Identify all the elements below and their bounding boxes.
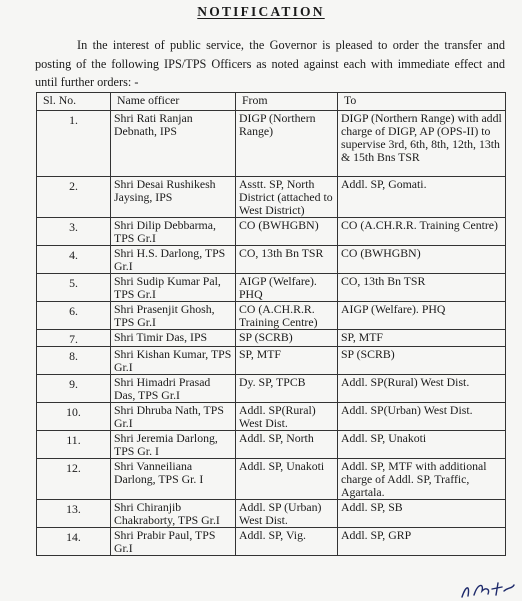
table-row <box>37 431 506 459</box>
header-sl-no: Sl. No. <box>37 93 111 111</box>
row-to: CO (A.CH.R.R. Training Centre) <box>338 218 506 246</box>
row-name: Shri Chiranjib Chakraborty, TPS Gr.I <box>111 500 236 528</box>
row-to: AIGP (Welfare). PHQ <box>338 302 506 330</box>
table-row <box>37 111 506 177</box>
intro-paragraph: In the interest of public service, the Governor is pleased to order the transfer and posting of the following IPS/TPS Officers as noted against each with immediate effect and until further orders: - <box>35 38 505 89</box>
row-sl: 3. <box>37 218 111 246</box>
row-to: Addl. SP, Unakoti <box>338 431 506 459</box>
document-title: NOTIFICATION <box>197 4 325 19</box>
row-sl: 10. <box>37 403 111 431</box>
row-name: Shri Dilip Debbarma, TPS Gr.I <box>111 218 236 246</box>
table-row <box>37 246 506 274</box>
table-row <box>37 274 506 302</box>
table-header-row <box>37 93 506 111</box>
row-to: SP, MTF <box>338 330 506 347</box>
row-sl: 5. <box>37 274 111 302</box>
row-to: Addl. SP, SB <box>338 500 506 528</box>
row-sl: 7. <box>37 330 111 347</box>
row-from: Addl. SP, Unakoti <box>236 459 338 500</box>
row-from: Dy. SP, TPCB <box>236 375 338 403</box>
row-to: CO (BWHGBN) <box>338 246 506 274</box>
row-sl: 13. <box>37 500 111 528</box>
table-row <box>37 330 506 347</box>
row-name: Shri Dhruba Nath, TPS Gr.I <box>111 403 236 431</box>
table-row <box>37 459 506 500</box>
row-name: Shri Prabir Paul, TPS Gr.I <box>111 528 236 556</box>
row-name: Shri Jeremia Darlong, TPS Gr. I <box>111 431 236 459</box>
table-row <box>37 403 506 431</box>
table-row <box>37 347 506 375</box>
row-name: Shri Sudip Kumar Pal, TPS Gr.I <box>111 274 236 302</box>
row-sl: 11. <box>37 431 111 459</box>
row-from: CO (A.CH.R.R. Training Centre) <box>236 302 338 330</box>
row-sl: 12. <box>37 459 111 500</box>
table-row <box>37 177 506 218</box>
row-from: Addl. SP, Vig. <box>236 528 338 556</box>
header-to: To <box>338 93 506 111</box>
row-name: Shri H.S. Darlong, TPS Gr.I <box>111 246 236 274</box>
row-to: Addl. SP, GRP <box>338 528 506 556</box>
row-to: SP (SCRB) <box>338 347 506 375</box>
row-from: Addl. SP(Rural) West Dist. <box>236 403 338 431</box>
handwritten-signature <box>458 577 518 599</box>
table-row <box>37 218 506 246</box>
row-from: DIGP (Northern Range) <box>236 111 338 177</box>
row-from: CO (BWHGBN) <box>236 218 338 246</box>
row-name: Shri Desai Rushikesh Jaysing, IPS <box>111 177 236 218</box>
row-to: DIGP (Northern Range) with addl charge of DIGP, AP (OPS-II) to supervise 3rd, 6th, 8th, 12th, 13th & 15th Bns TSR <box>338 111 506 177</box>
row-from: SP (SCRB) <box>236 330 338 347</box>
row-sl: 4. <box>37 246 111 274</box>
row-name: Shri Himadri Prasad Das, TPS Gr.I <box>111 375 236 403</box>
header-name: Name officer <box>111 93 236 111</box>
row-to: Addl. SP(Rural) West Dist. <box>338 375 506 403</box>
row-sl: 1. <box>37 111 111 177</box>
row-to: Addl. SP, Gomati. <box>338 177 506 218</box>
table-row <box>37 375 506 403</box>
row-sl: 6. <box>37 302 111 330</box>
row-sl: 14. <box>37 528 111 556</box>
row-name: Shri Kishan Kumar, TPS Gr.I <box>111 347 236 375</box>
table-row <box>37 500 506 528</box>
row-from: CO, 13th Bn TSR <box>236 246 338 274</box>
row-from: Addl. SP, North <box>236 431 338 459</box>
row-name: Shri Vanneiliana Darlong, TPS Gr. I <box>111 459 236 500</box>
row-sl: 8. <box>37 347 111 375</box>
row-to: CO, 13th Bn TSR <box>338 274 506 302</box>
row-sl: 9. <box>37 375 111 403</box>
row-name: Shri Rati Ranjan Debnath, IPS <box>111 111 236 177</box>
row-to: Addl. SP(Urban) West Dist. <box>338 403 506 431</box>
table-row <box>37 528 506 556</box>
row-sl: 2. <box>37 177 111 218</box>
row-to: Addl. SP, MTF with additional charge of Addl. SP, Traffic, Agartala. <box>338 459 506 500</box>
table-row <box>37 302 506 330</box>
header-from: From <box>236 93 338 111</box>
row-from: AIGP (Welfare). PHQ <box>236 274 338 302</box>
transfer-table <box>36 92 506 556</box>
row-name: Shri Prasenjit Ghosh, TPS Gr.I <box>111 302 236 330</box>
row-from: SP, MTF <box>236 347 338 375</box>
row-from: Addl. SP (Urban) West Dist. <box>236 500 338 528</box>
row-from: Asstt. SP, North District (attached to West District) <box>236 177 338 218</box>
row-name: Shri Timir Das, IPS <box>111 330 236 347</box>
